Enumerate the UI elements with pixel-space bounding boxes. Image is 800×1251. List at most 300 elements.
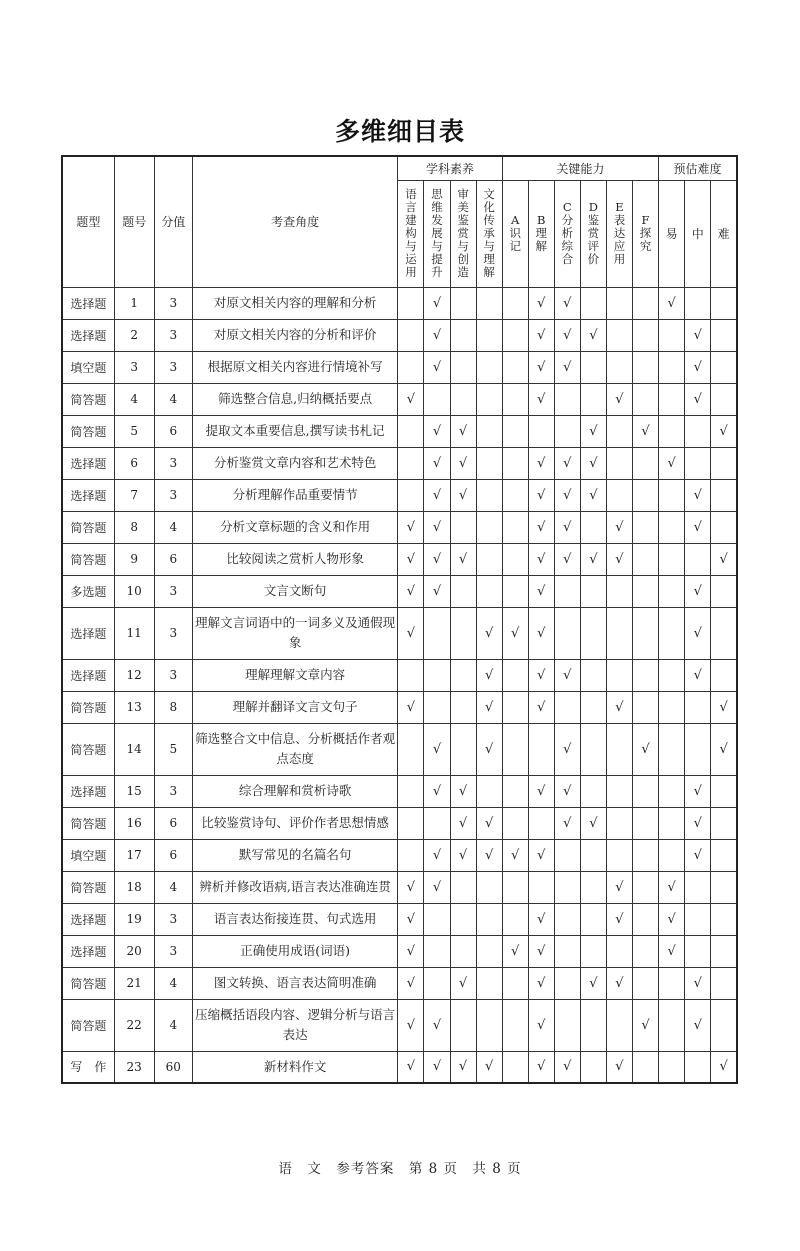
empty-cell [606, 935, 632, 967]
check-mark: √ [685, 659, 711, 691]
check-mark: √ [398, 903, 424, 935]
table-row [62, 775, 737, 807]
check-mark: √ [476, 659, 502, 691]
header-ability-c: C 分析综合 [554, 180, 580, 287]
row-number: 16 [114, 807, 154, 839]
row-score: 3 [154, 351, 192, 383]
empty-cell [502, 775, 528, 807]
empty-cell [659, 807, 685, 839]
empty-cell [580, 935, 606, 967]
table-row [62, 1051, 737, 1083]
empty-cell [606, 479, 632, 511]
empty-cell [450, 871, 476, 903]
table-row [62, 543, 737, 575]
check-mark: √ [580, 967, 606, 999]
check-mark: √ [528, 383, 554, 415]
table-row [62, 511, 737, 543]
empty-cell [580, 383, 606, 415]
check-mark: √ [450, 1051, 476, 1083]
empty-cell [580, 723, 606, 775]
empty-cell [606, 351, 632, 383]
row-type: 选择题 [62, 903, 114, 935]
row-number: 22 [114, 999, 154, 1051]
empty-cell [659, 607, 685, 659]
empty-cell [606, 807, 632, 839]
row-type: 简答题 [62, 807, 114, 839]
check-mark: √ [476, 839, 502, 871]
row-number: 23 [114, 1051, 154, 1083]
header-ability-b: B 理解 [528, 180, 554, 287]
row-score: 3 [154, 775, 192, 807]
empty-cell [476, 319, 502, 351]
empty-cell [398, 839, 424, 871]
check-mark: √ [424, 415, 450, 447]
empty-cell [502, 447, 528, 479]
header-number: 题号 [114, 156, 154, 287]
row-angle: 正确使用成语(词语) [192, 935, 398, 967]
check-mark: √ [450, 967, 476, 999]
check-mark: √ [528, 511, 554, 543]
check-mark: √ [502, 607, 528, 659]
empty-cell [502, 903, 528, 935]
row-score: 3 [154, 935, 192, 967]
row-type: 简答题 [62, 999, 114, 1051]
row-angle: 分析理解作品重要情节 [192, 479, 398, 511]
table-row [62, 723, 737, 775]
empty-cell [659, 479, 685, 511]
empty-cell [580, 775, 606, 807]
check-mark: √ [528, 839, 554, 871]
table-row [62, 447, 737, 479]
table-row [62, 807, 737, 839]
empty-cell [711, 659, 737, 691]
check-mark: √ [424, 447, 450, 479]
empty-cell [606, 775, 632, 807]
row-score: 3 [154, 575, 192, 607]
empty-cell [424, 691, 450, 723]
check-mark: √ [554, 479, 580, 511]
row-score: 6 [154, 543, 192, 575]
row-type: 选择题 [62, 607, 114, 659]
empty-cell [424, 903, 450, 935]
empty-cell [711, 807, 737, 839]
empty-cell [632, 319, 658, 351]
row-score: 3 [154, 479, 192, 511]
row-angle: 筛选整合信息,归纳概括要点 [192, 383, 398, 415]
row-type: 简答题 [62, 383, 114, 415]
empty-cell [528, 807, 554, 839]
row-score: 4 [154, 999, 192, 1051]
check-mark: √ [398, 607, 424, 659]
empty-cell [632, 967, 658, 999]
header-score: 分值 [154, 156, 192, 287]
check-mark: √ [476, 807, 502, 839]
check-mark: √ [528, 691, 554, 723]
empty-cell [659, 511, 685, 543]
empty-cell [502, 575, 528, 607]
row-number: 13 [114, 691, 154, 723]
empty-cell [554, 691, 580, 723]
check-mark: √ [528, 935, 554, 967]
row-number: 17 [114, 839, 154, 871]
check-mark: √ [632, 415, 658, 447]
empty-cell [476, 383, 502, 415]
empty-cell [450, 287, 476, 319]
check-mark: √ [711, 723, 737, 775]
empty-cell [450, 903, 476, 935]
check-mark: √ [476, 691, 502, 723]
empty-cell [476, 871, 502, 903]
check-mark: √ [502, 935, 528, 967]
row-angle: 分析文章标题的含义和作用 [192, 511, 398, 543]
check-mark: √ [476, 1051, 502, 1083]
empty-cell [659, 1051, 685, 1083]
row-number: 21 [114, 967, 154, 999]
check-mark: √ [528, 447, 554, 479]
check-mark: √ [424, 575, 450, 607]
empty-cell [711, 447, 737, 479]
row-type: 简答题 [62, 691, 114, 723]
empty-cell [476, 967, 502, 999]
empty-cell [554, 903, 580, 935]
row-angle: 理解并翻译文言文句子 [192, 691, 398, 723]
empty-cell [554, 839, 580, 871]
empty-cell [711, 319, 737, 351]
empty-cell [606, 447, 632, 479]
empty-cell [476, 287, 502, 319]
empty-cell [502, 967, 528, 999]
empty-cell [424, 383, 450, 415]
empty-cell [606, 319, 632, 351]
empty-cell [476, 415, 502, 447]
check-mark: √ [528, 967, 554, 999]
empty-cell [632, 775, 658, 807]
check-mark: √ [450, 447, 476, 479]
check-mark: √ [554, 447, 580, 479]
check-mark: √ [424, 871, 450, 903]
empty-cell [398, 723, 424, 775]
empty-cell [502, 1051, 528, 1083]
table-row [62, 351, 737, 383]
empty-cell [685, 903, 711, 935]
empty-cell [502, 415, 528, 447]
check-mark: √ [606, 871, 632, 903]
empty-cell [398, 415, 424, 447]
row-angle: 理解文言词语中的一词多义及通假现象 [192, 607, 398, 659]
empty-cell [450, 935, 476, 967]
empty-cell [450, 319, 476, 351]
check-mark: √ [659, 447, 685, 479]
empty-cell [554, 967, 580, 999]
empty-cell [632, 351, 658, 383]
empty-cell [424, 659, 450, 691]
row-number: 12 [114, 659, 154, 691]
row-score: 3 [154, 319, 192, 351]
row-score: 6 [154, 807, 192, 839]
empty-cell [476, 903, 502, 935]
check-mark: √ [685, 999, 711, 1051]
empty-cell [554, 383, 580, 415]
check-mark: √ [606, 543, 632, 575]
row-number: 4 [114, 383, 154, 415]
check-mark: √ [424, 839, 450, 871]
specification-table [61, 155, 738, 1084]
header-literacy-thinking: 思维发展与提升 [424, 180, 450, 287]
row-type: 简答题 [62, 511, 114, 543]
check-mark: √ [685, 607, 711, 659]
row-type: 选择题 [62, 447, 114, 479]
check-mark: √ [580, 319, 606, 351]
empty-cell [580, 287, 606, 319]
header-angle: 考查角度 [192, 156, 398, 287]
check-mark: √ [554, 1051, 580, 1083]
header-ability-e: E 表达应用 [606, 180, 632, 287]
empty-cell [606, 659, 632, 691]
check-mark: √ [450, 775, 476, 807]
row-angle: 综合理解和赏析诗歌 [192, 775, 398, 807]
empty-cell [398, 479, 424, 511]
empty-cell [659, 659, 685, 691]
empty-cell [606, 999, 632, 1051]
row-angle: 对原文相关内容的分析和评价 [192, 319, 398, 351]
table-row [62, 383, 737, 415]
table-row [62, 871, 737, 903]
empty-cell [502, 287, 528, 319]
empty-cell [502, 479, 528, 511]
empty-cell [398, 775, 424, 807]
empty-cell [659, 999, 685, 1051]
header-literacy-culture: 文化传承与理解 [476, 180, 502, 287]
empty-cell [711, 871, 737, 903]
empty-cell [632, 447, 658, 479]
empty-cell [659, 415, 685, 447]
empty-cell [632, 479, 658, 511]
row-score: 5 [154, 723, 192, 775]
check-mark: √ [554, 775, 580, 807]
check-mark: √ [528, 903, 554, 935]
check-mark: √ [450, 479, 476, 511]
empty-cell [632, 607, 658, 659]
row-score: 6 [154, 839, 192, 871]
check-mark: √ [528, 319, 554, 351]
row-number: 7 [114, 479, 154, 511]
empty-cell [502, 319, 528, 351]
table-row [62, 575, 737, 607]
empty-cell [711, 999, 737, 1051]
check-mark: √ [424, 999, 450, 1051]
check-mark: √ [528, 1051, 554, 1083]
check-mark: √ [398, 543, 424, 575]
row-number: 14 [114, 723, 154, 775]
row-type: 选择题 [62, 775, 114, 807]
check-mark: √ [659, 903, 685, 935]
header-difficulty-hard: 难 [711, 180, 737, 287]
row-number: 10 [114, 575, 154, 607]
check-mark: √ [606, 691, 632, 723]
header-difficulty-easy: 易 [659, 180, 685, 287]
empty-cell [606, 839, 632, 871]
check-mark: √ [685, 383, 711, 415]
row-number: 11 [114, 607, 154, 659]
empty-cell [580, 659, 606, 691]
empty-cell [476, 351, 502, 383]
check-mark: √ [424, 775, 450, 807]
header-type: 题型 [62, 156, 114, 287]
empty-cell [528, 415, 554, 447]
check-mark: √ [424, 543, 450, 575]
empty-cell [711, 575, 737, 607]
empty-cell [424, 607, 450, 659]
empty-cell [450, 723, 476, 775]
empty-cell [450, 575, 476, 607]
empty-cell [450, 351, 476, 383]
check-mark: √ [580, 415, 606, 447]
row-angle: 理解理解文章内容 [192, 659, 398, 691]
empty-cell [711, 511, 737, 543]
check-mark: √ [606, 967, 632, 999]
empty-cell [398, 319, 424, 351]
empty-cell [711, 607, 737, 659]
empty-cell [659, 575, 685, 607]
check-mark: √ [528, 775, 554, 807]
row-angle: 辨析并修改语病,语言表达准确连贯 [192, 871, 398, 903]
check-mark: √ [580, 447, 606, 479]
check-mark: √ [450, 839, 476, 871]
row-angle: 图文转换、语言表达简明准确 [192, 967, 398, 999]
check-mark: √ [424, 319, 450, 351]
row-angle: 对原文相关内容的理解和分析 [192, 287, 398, 319]
empty-cell [685, 415, 711, 447]
check-mark: √ [711, 1051, 737, 1083]
empty-cell [632, 1051, 658, 1083]
row-number: 15 [114, 775, 154, 807]
empty-cell [580, 839, 606, 871]
empty-cell [502, 659, 528, 691]
empty-cell [476, 479, 502, 511]
row-number: 9 [114, 543, 154, 575]
empty-cell [580, 871, 606, 903]
header-group-difficulty: 预估难度 [659, 156, 737, 180]
empty-cell [632, 691, 658, 723]
empty-cell [606, 287, 632, 319]
header-group-ability: 关键能力 [502, 156, 658, 180]
check-mark: √ [580, 807, 606, 839]
empty-cell [632, 659, 658, 691]
check-mark: √ [398, 511, 424, 543]
empty-cell [711, 903, 737, 935]
empty-cell [580, 607, 606, 659]
row-number: 1 [114, 287, 154, 319]
row-type: 简答题 [62, 723, 114, 775]
empty-cell [424, 807, 450, 839]
header-difficulty-medium: 中 [685, 180, 711, 287]
empty-cell [659, 691, 685, 723]
empty-cell [554, 935, 580, 967]
check-mark: √ [711, 543, 737, 575]
check-mark: √ [685, 807, 711, 839]
row-score: 8 [154, 691, 192, 723]
check-mark: √ [685, 351, 711, 383]
check-mark: √ [528, 287, 554, 319]
empty-cell [711, 775, 737, 807]
empty-cell [476, 511, 502, 543]
check-mark: √ [554, 659, 580, 691]
header-ability-a: A 识记 [502, 180, 528, 287]
row-score: 3 [154, 607, 192, 659]
check-mark: √ [398, 871, 424, 903]
empty-cell [711, 351, 737, 383]
empty-cell [398, 659, 424, 691]
check-mark: √ [398, 383, 424, 415]
check-mark: √ [685, 967, 711, 999]
empty-cell [685, 723, 711, 775]
row-type: 写 作 [62, 1051, 114, 1083]
check-mark: √ [554, 543, 580, 575]
empty-cell [554, 871, 580, 903]
check-mark: √ [528, 999, 554, 1051]
check-mark: √ [685, 511, 711, 543]
empty-cell [632, 511, 658, 543]
check-mark: √ [398, 999, 424, 1051]
check-mark: √ [424, 723, 450, 775]
check-mark: √ [632, 723, 658, 775]
check-mark: √ [711, 415, 737, 447]
empty-cell [711, 935, 737, 967]
check-mark: √ [424, 1051, 450, 1083]
empty-cell [659, 775, 685, 807]
check-mark: √ [398, 935, 424, 967]
row-type: 简答题 [62, 871, 114, 903]
empty-cell [580, 351, 606, 383]
empty-cell [450, 691, 476, 723]
header-group-literacy: 学科素养 [398, 156, 502, 180]
check-mark: √ [528, 543, 554, 575]
table-row [62, 839, 737, 871]
check-mark: √ [685, 575, 711, 607]
header-literacy-language: 语言建构与运用 [398, 180, 424, 287]
check-mark: √ [554, 807, 580, 839]
table-row [62, 287, 737, 319]
empty-cell [554, 607, 580, 659]
check-mark: √ [450, 807, 476, 839]
check-mark: √ [711, 691, 737, 723]
empty-cell [580, 903, 606, 935]
empty-cell [398, 447, 424, 479]
empty-cell [398, 351, 424, 383]
check-mark: √ [554, 351, 580, 383]
empty-cell [606, 607, 632, 659]
row-number: 8 [114, 511, 154, 543]
row-score: 3 [154, 287, 192, 319]
empty-cell [502, 691, 528, 723]
row-number: 2 [114, 319, 154, 351]
empty-cell [476, 543, 502, 575]
row-score: 3 [154, 447, 192, 479]
empty-cell [502, 543, 528, 575]
empty-cell [554, 999, 580, 1051]
empty-cell [659, 543, 685, 575]
empty-cell [450, 607, 476, 659]
empty-cell [502, 511, 528, 543]
empty-cell [632, 935, 658, 967]
check-mark: √ [398, 1051, 424, 1083]
empty-cell [580, 1051, 606, 1083]
check-mark: √ [606, 383, 632, 415]
table-row [62, 903, 737, 935]
row-type: 简答题 [62, 967, 114, 999]
check-mark: √ [632, 999, 658, 1051]
row-angle: 分析鉴赏文章内容和艺术特色 [192, 447, 398, 479]
